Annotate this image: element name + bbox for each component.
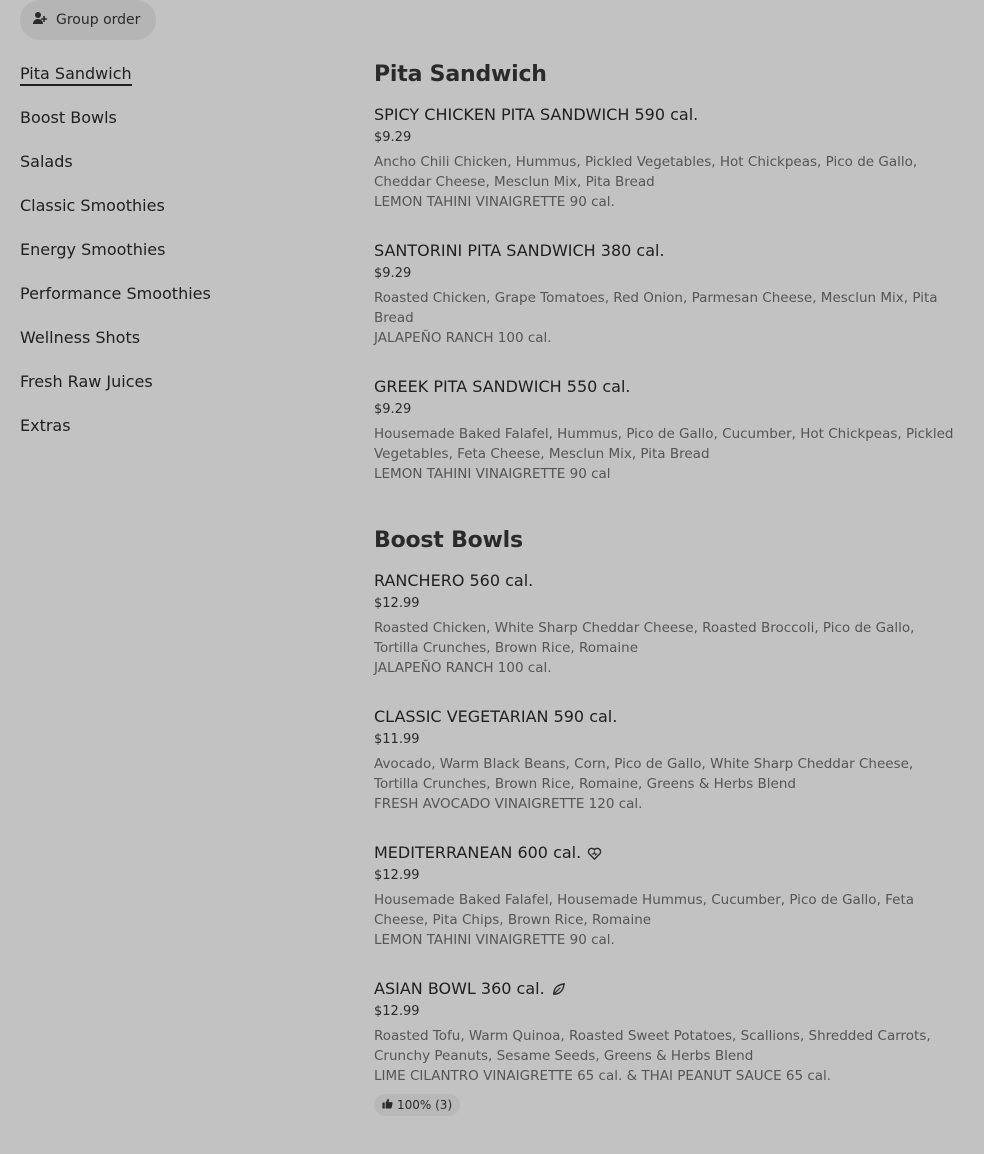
item-price: $11.99 bbox=[374, 732, 420, 747]
menu-section-pita-sandwich bbox=[374, 62, 958, 484]
item-price: $12.99 bbox=[374, 868, 420, 883]
item-dressing: FRESH AVOCADO VINAIGRETTE 120 cal. bbox=[374, 796, 643, 812]
item-dressing: JALAPEÑO RANCH 100 cal. bbox=[374, 660, 552, 676]
item-dressing: JALAPEÑO RANCH 100 cal. bbox=[374, 330, 552, 346]
item-dressing: LEMON TAHINI VINAIGRETTE 90 cal bbox=[374, 466, 611, 482]
menu-item[interactable] bbox=[374, 241, 958, 348]
group-order-button[interactable] bbox=[20, 0, 156, 40]
menu-item[interactable] bbox=[374, 979, 958, 1116]
sidebar-item-classic-smoothies[interactable]: Classic Smoothies bbox=[20, 196, 165, 215]
sidebar-item-pita-sandwich[interactable]: Pita Sandwich bbox=[20, 60, 320, 104]
item-price: $9.29 bbox=[374, 130, 412, 145]
heart-icon bbox=[587, 846, 602, 861]
item-name: GREEK PITA SANDWICH 550 cal. bbox=[374, 377, 631, 396]
menu-item[interactable] bbox=[374, 377, 958, 484]
item-price: $9.29 bbox=[374, 402, 412, 417]
sidebar-item-extras[interactable]: Extras bbox=[20, 416, 71, 435]
item-dressing: LEMON TAHINI VINAIGRETTE 90 cal. bbox=[374, 932, 615, 948]
menu-content bbox=[374, 62, 958, 1145]
item-dressing: LIME CILANTRO VINAIGRETTE 65 cal. & THAI PEANUT SAUCE 65 cal. bbox=[374, 1068, 832, 1084]
item-description: Roasted Tofu, Warm Quinoa, Roasted Sweet Potatoes, Scallions, Shredded Carrots, Crunchy Peanuts, Sesame Seeds, Greens & Herbs Blend bbox=[374, 1028, 931, 1064]
item-name: MEDITERRANEAN 600 cal. bbox=[374, 843, 582, 862]
item-name: SPICY CHICKEN PITA SANDWICH 590 cal. bbox=[374, 105, 699, 124]
item-description: Roasted Chicken, White Sharp Cheddar Cheese, Roasted Broccoli, Pico de Gallo, Tortilla Crunches, Brown Rice, Romaine bbox=[374, 620, 915, 656]
item-name: SANTORINI PITA SANDWICH 380 cal. bbox=[374, 241, 665, 260]
rating-badge bbox=[374, 1094, 460, 1116]
category-sidebar bbox=[20, 60, 320, 456]
menu-item[interactable] bbox=[374, 707, 958, 814]
rating-value: 100% (3) bbox=[397, 1098, 453, 1112]
item-description: Roasted Chicken, Grape Tomatoes, Red Onion, Parmesan Cheese, Mesclun Mix, Pita Bread bbox=[374, 290, 938, 326]
item-price: $9.29 bbox=[374, 266, 412, 281]
sidebar-item-wellness-shots[interactable]: Wellness Shots bbox=[20, 328, 141, 347]
group-order-label: Group order bbox=[56, 12, 141, 28]
item-name: ASIAN BOWL 360 cal. bbox=[374, 979, 545, 998]
leaf-icon bbox=[551, 982, 566, 997]
sidebar-item-energy-smoothies[interactable]: Energy Smoothies bbox=[20, 240, 166, 259]
item-name: RANCHERO 560 cal. bbox=[374, 571, 534, 590]
menu-item[interactable] bbox=[374, 105, 958, 212]
item-description: Ancho Chili Chicken, Hummus, Pickled Vegetables, Hot Chickpeas, Pico de Gallo, Cheddar Cheese, Mesclun Mix, Pita Bread bbox=[374, 154, 918, 190]
menu-section-boost-bowls bbox=[374, 528, 958, 1116]
menu-item[interactable] bbox=[374, 843, 958, 950]
sidebar-item-performance-smoothies[interactable]: Performance Smoothies bbox=[20, 284, 211, 303]
add-person-icon bbox=[32, 10, 48, 30]
sidebar-item-boost-bowls[interactable]: Boost Bowls bbox=[20, 108, 117, 127]
item-name: CLASSIC VEGETARIAN 590 cal. bbox=[374, 707, 618, 726]
item-price: $12.99 bbox=[374, 1004, 420, 1019]
sidebar-item-fresh-raw-juices[interactable]: Fresh Raw Juices bbox=[20, 372, 153, 391]
item-description: Housemade Baked Falafel, Housemade Hummus, Cucumber, Pico de Gallo, Feta Cheese, Pita Chips, Brown Rice, Romaine bbox=[374, 892, 915, 928]
item-name-row bbox=[374, 979, 958, 999]
item-dressing: LEMON TAHINI VINAIGRETTE 90 cal. bbox=[374, 194, 615, 210]
item-price: $12.99 bbox=[374, 596, 420, 611]
item-name-row bbox=[374, 843, 958, 863]
section-title: Pita Sandwich bbox=[374, 62, 547, 87]
item-description: Avocado, Warm Black Beans, Corn, Pico de Gallo, White Sharp Cheddar Cheese, Tortilla Crunches, Brown Rice, Romaine, Greens & Herbs Blend bbox=[374, 756, 914, 792]
item-description: Housemade Baked Falafel, Hummus, Pico de Gallo, Cucumber, Hot Chickpeas, Pickled Vegetables, Feta Cheese, Mesclun Mix, Pita Bread bbox=[374, 426, 954, 462]
menu-item[interactable] bbox=[374, 571, 958, 678]
thumbs-up-icon bbox=[382, 1098, 393, 1112]
sidebar-item-salads[interactable]: Salads bbox=[20, 152, 73, 171]
section-title: Boost Bowls bbox=[374, 528, 523, 553]
